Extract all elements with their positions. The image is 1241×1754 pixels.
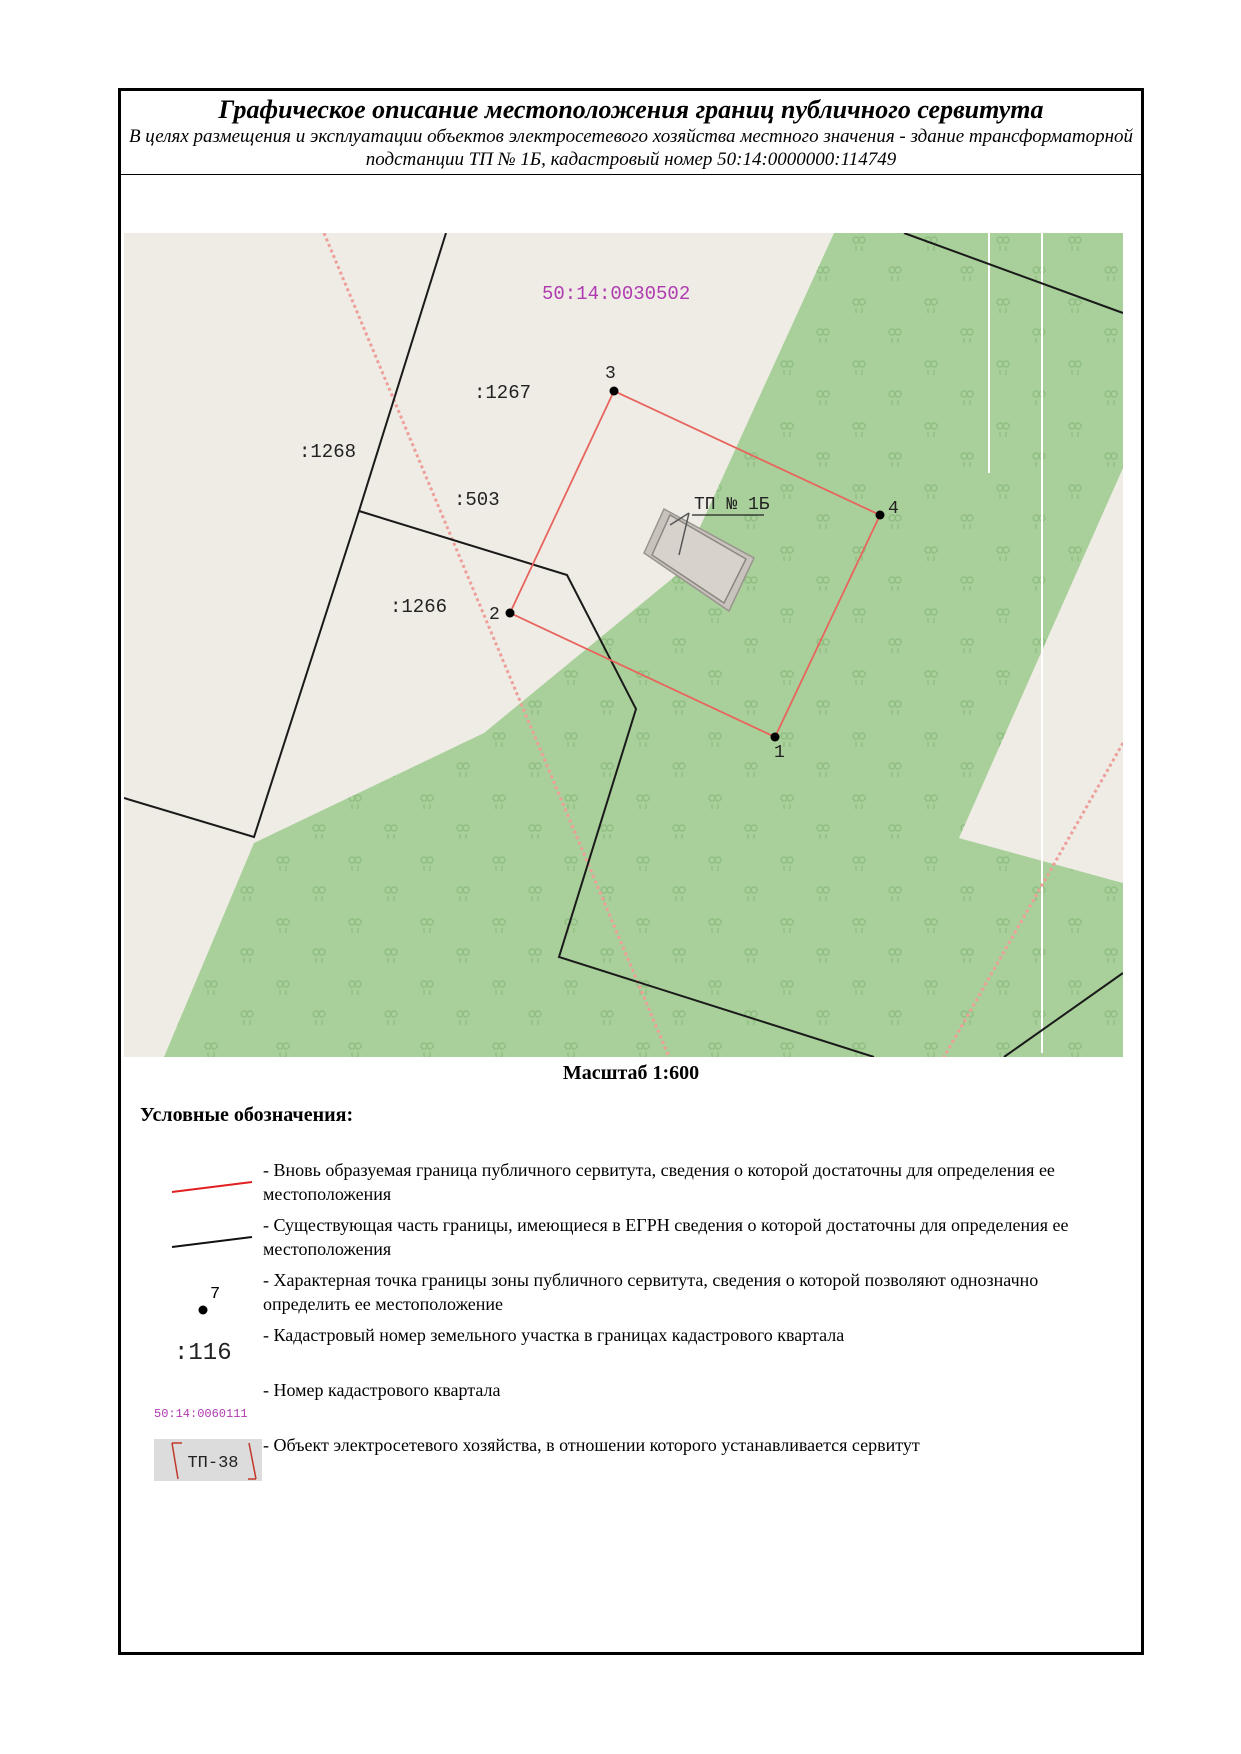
legend-utility-object-label: ТП-38 [187,1454,239,1473]
map-svg [124,233,1123,1057]
point-1-label: 1 [774,743,785,763]
object-label: ТП № 1Б [694,495,770,515]
document-subtitle: В целях размещения и эксплуатации объектов электросетевого хозяйства местного значения - здание трансформаторной подстанции ТП № 1Б, кадастровый номер 50:14:0000000:114749 [128,126,1134,170]
legend-text: - Объект электросетевого хозяйства, в отношении которого устанавливается сервитут [263,1435,920,1455]
point-1 [771,733,780,742]
legend-symbol-black-line [132,1217,262,1257]
point-4 [876,511,885,520]
document-title: Графическое описание местоположения границ публичного сервитута [218,95,1044,124]
legend-parcel-number-sample: :116 [174,1340,232,1367]
parcel-label-503: :503 [454,489,500,511]
point-2-label: 2 [489,605,500,625]
title-block [121,91,1141,175]
legend-text: - Характерная точка границы зоны публичного сервитута, сведения о которой позволяют однозначно определить ее местоположение [263,1270,1039,1314]
legend-symbol-parcel-number [132,1327,262,1367]
quarter-label: 50:14:0030502 [542,283,691,305]
legend-text: - Кадастровый номер земельного участка в границах кадастрового квартала [263,1325,845,1345]
forest-area [164,233,1123,1057]
legend-title: Условные обозначения: [140,1104,354,1126]
legend-text: - Номер кадастрового квартала [263,1380,501,1400]
parcel-label-1268: :1268 [299,441,357,463]
legend-symbol-point [132,1268,262,1320]
point-2 [506,609,515,618]
point-3 [610,387,619,396]
legend-text: - Вновь образуемая граница публичного сервитута, сведения о которой достаточны для определения ее местоположения [263,1160,1055,1204]
legend-symbol-red-line [132,1162,262,1202]
parcel-label-1266: :1266 [390,596,448,618]
point-3-label: 3 [605,364,616,384]
legend-symbol-quarter-number [132,1382,262,1422]
legend-text: - Существующая часть границы, имеющиеся в ЕГРН сведения о которой достаточны для определения ее местоположения [263,1215,1069,1259]
parcel-label-1267: :1267 [474,382,532,404]
point-4-label: 4 [888,499,899,519]
map-scale: Масштаб 1:600 [562,1062,700,1084]
legend-quarter-number-sample: 50:14:0060111 [154,1407,248,1421]
legend-point-number: 7 [210,1285,221,1304]
legend-symbol-utility-object [132,1433,262,1485]
cadastral-map [124,233,1123,1057]
